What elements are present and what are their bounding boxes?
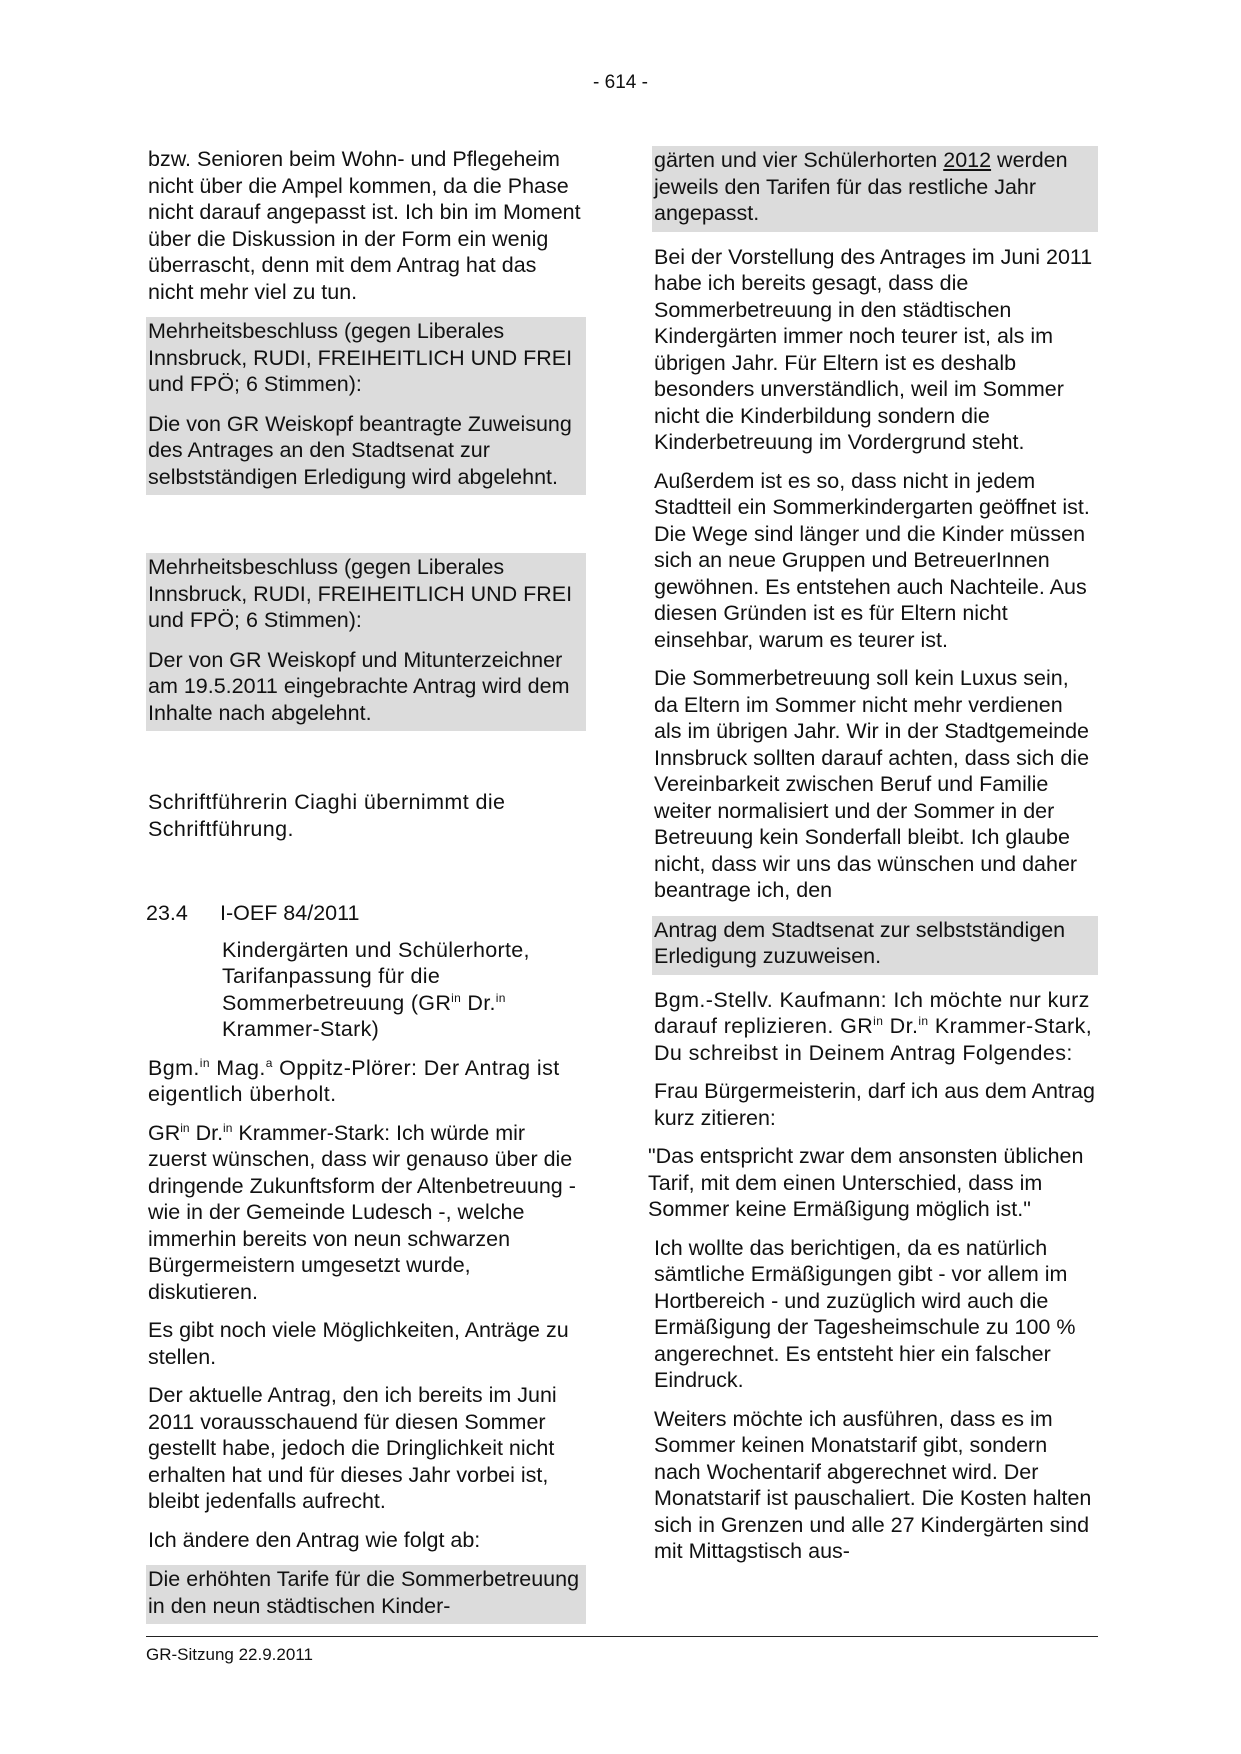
paragraph: Bei der Vorstellung des Antrages im Juni 2011 habe ich bereits gesagt, dass die Sommerbetreuung in den städtischen Kindergärten immer noch teurer ist, als im übrigen Jahr. Für Eltern ist es deshalb besonders unverständlich, weil im Sommer nicht die Kinderbildung sondern die Kinderbetreuung im Vordergrund steht. bbox=[654, 244, 1093, 454]
quotation: "Das entspricht zwar dem ansonsten üblichen Tarif, mit dem einen Unterschied, dass im Sommer keine Ermäßigung möglich ist." bbox=[648, 1144, 1084, 1221]
motion-request: Antrag dem Stadtsenat zur selbstständigen Erledigung zuzuweisen. bbox=[652, 916, 1098, 975]
paragraph-deputy-mayor: Bgm.-Stellv. Kaufmann: Ich möchte nur kurz darauf replizieren. $GR^{in}$ Dr.$^{in}$ Krammer-Stark, Du schreibst in Deinem Antrag Folgendes: bbox=[654, 987, 1093, 1065]
resolution-text: Die von GR Weiskopf beantragte Zuweisung des Antrages an den Stadtsenat zur selbstständigen Erledigung wird abgelehnt. bbox=[146, 403, 586, 496]
paragraph-councillor: $GR^{in}$ Dr.$^{in}$ Krammer-Stark: Ich würde mir zuerst wünschen, dass wir genauso über die dringende Zukunftsform der Altenbetreuung - wie in der Gemeinde Ludesch -, welche immerhin bereits von neun schwarzen Bürgermeistern umgesetzt wurde, diskutieren. bbox=[148, 1120, 576, 1304]
footer-session-date: GR-Sitzung 22.9.2011 bbox=[146, 1645, 313, 1664]
paragraph: Ich wollte das berichtigen, da es natürlich sämtliche Ermäßigungen gibt - vor allem im Hortbereich - und zuzüglich wird auch die Ermäßigung der Tagesheimschule zu 100 % angerechnet. Es entsteht hier ein falscher Eindruck. bbox=[654, 1235, 1076, 1392]
paragraph: Außerdem ist es so, dass nicht in jedem Stadtteil ein Sommerkindergarten geöffnet ist. Die Wege sind länger und die Kinder müssen sich an neue Gruppen und BetreuerInnen gewöhnen. Es entstehen auch Nachteile. Aus diesen Gründen ist es für Eltern nicht einsehbar, warum es teurer ist. bbox=[654, 468, 1090, 652]
agenda-item-title: Kindergärten und Schülerhorte, Tarifanpassung für die Sommerbetreuung ($GR^{in}$ Dr.$^{in}$ Krammer-Stark) bbox=[222, 937, 530, 1041]
agenda-item-number: 23.4 bbox=[146, 901, 188, 925]
paragraph: bzw. Senioren beim Wohn- und Pflegeheim nicht über die Ampel kommen, da die Phase nicht darauf angepasst ist. Ich bin im Moment über die Diskussion in der Form ein wenig überrascht, denn mit dem Antrag hat das nicht mehr viel zu tun. bbox=[148, 147, 581, 304]
right-column bbox=[648, 146, 1098, 1577]
agenda-item-code: I-OEF 84/2011 bbox=[220, 901, 360, 925]
paragraph: Ich ändere den Antrag wie folgt ab: bbox=[148, 1527, 481, 1552]
motion-text: Die erhöhten Tarife für die Sommerbetreuung in den neun städtischen Kinder- bbox=[146, 1565, 586, 1624]
resolution-vote: Mehrheitsbeschluss (gegen Liberales Innsbruck, RUDI, FREIHEITLICH UND FREI und FPÖ; 6 Stimmen): bbox=[146, 553, 586, 639]
paragraph: Weiters möchte ich ausführen, dass es im Sommer keinen Monatstarif gibt, sondern nach Wochentarif abgerechnet wird. Der Monatstarif ist pauschaliert. Die Kosten halten sich in Grenzen und alle 27 Kindergärten sind mit Mittagstisch aus- bbox=[654, 1406, 1092, 1563]
paragraph-mayor: Bgm.$^{in}$ Mag.$^a$ Oppitz-Plörer: Der Antrag ist eigentlich überholt. bbox=[148, 1055, 560, 1106]
paragraph: Die Sommerbetreuung soll kein Luxus sein, da Eltern im Sommer nicht mehr verdienen als im übrigen Jahr. Wir in der Stadtgemeinde Innsbruck sollten darauf achten, dass sich die Vereinbarkeit zwischen Beruf und Familie weiter normalisiert und der Sommer in der Betreuung kein Sonderfall bleibt. Ich glaube nicht, dass wir uns das wünschen und daher beantrage ich, den bbox=[654, 666, 1090, 902]
paragraph: Der aktuelle Antrag, den ich bereits im Juni 2011 vorausschauend für diesen Sommer gestellt habe, jedoch die Dringlichkeit nicht erhalten hat und für dieses Jahr vorbei ist, bleibt jedenfalls aufrecht. bbox=[148, 1383, 557, 1513]
page-number: - 614 - bbox=[593, 72, 648, 93]
resolution-text: Der von GR Weiskopf und Mitunterzeichner am 19.5.2011 eingebrachte Antrag wird dem Inhalte nach abgelehnt. bbox=[146, 639, 586, 732]
paragraph: Frau Bürgermeisterin, darf ich aus dem Antrag kurz zitieren: bbox=[654, 1079, 1095, 1130]
footer-divider bbox=[146, 1636, 1098, 1637]
agenda-item-heading bbox=[146, 900, 586, 927]
paragraph: Es gibt noch viele Möglichkeiten, Anträge zu stellen. bbox=[148, 1318, 569, 1369]
motion-text-continued: gärten und vier Schülerhorten 2012 werden jeweils den Tarifen für das restliche Jahr angepasst. bbox=[652, 146, 1098, 232]
left-column bbox=[146, 146, 586, 1624]
secretary-note: Schriftführerin Ciaghi übernimmt die Schriftführung. bbox=[148, 790, 506, 841]
resolution-vote: Mehrheitsbeschluss (gegen Liberales Innsbruck, RUDI, FREIHEITLICH UND FREI und FPÖ; 6 Stimmen): bbox=[146, 317, 586, 403]
